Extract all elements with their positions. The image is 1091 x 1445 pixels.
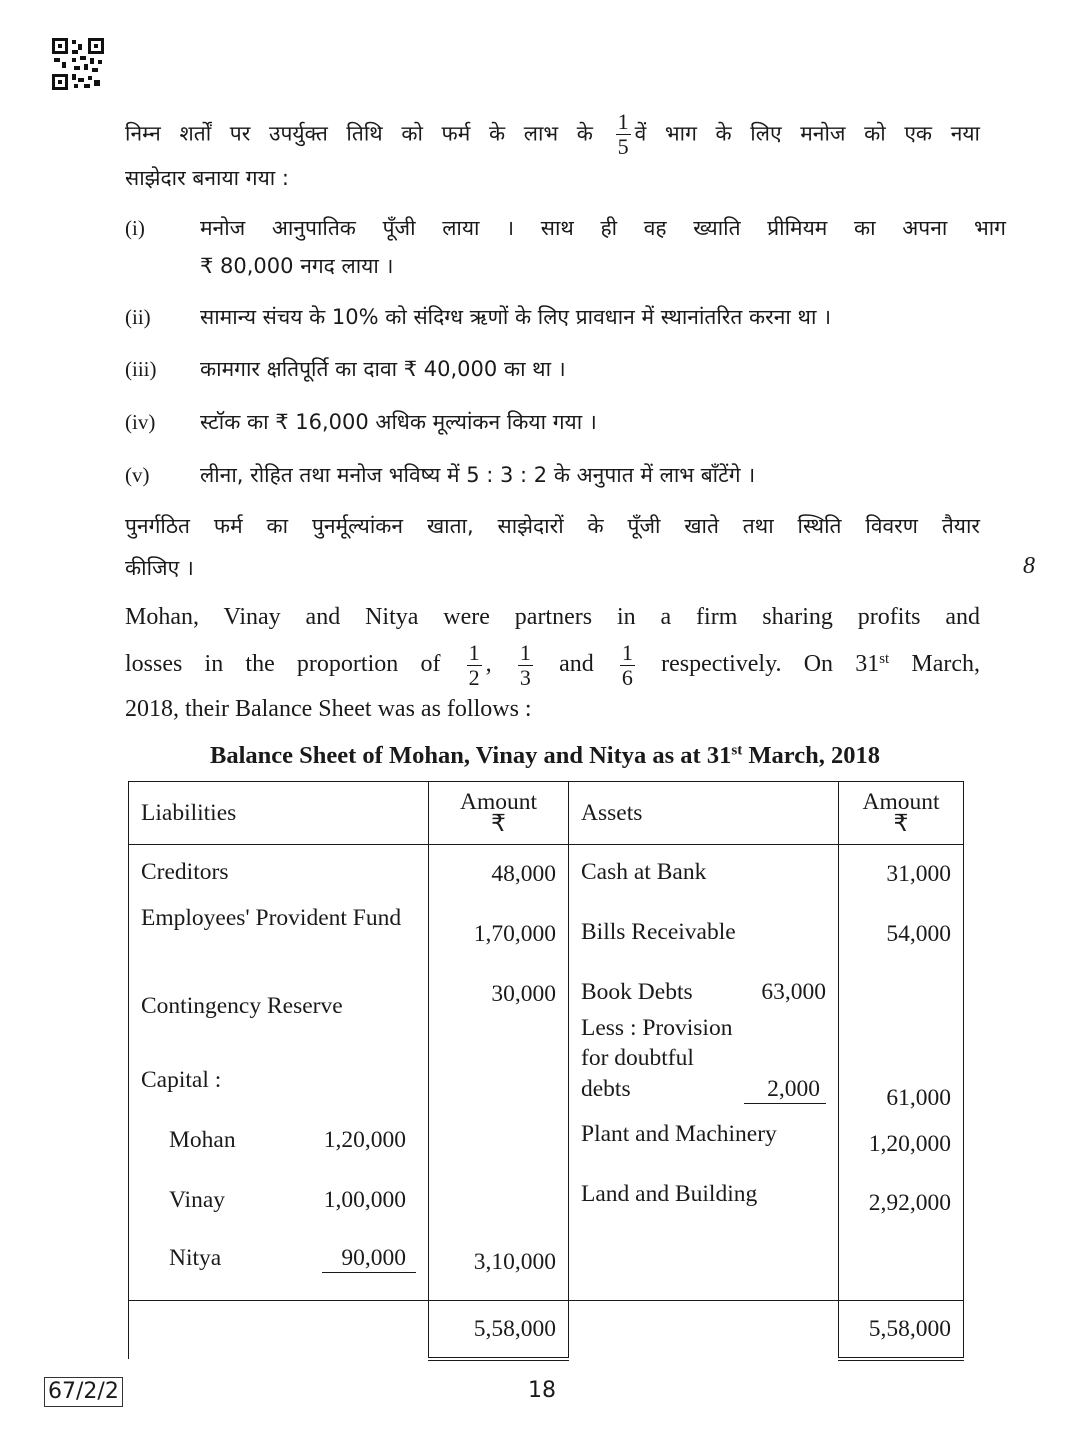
fraction-denominator: 2 (468, 664, 480, 690)
fraction-one-fifth (616, 110, 631, 159)
provision-amount: 2,000 (744, 1076, 826, 1104)
item-number: (iv) (125, 410, 156, 434)
less-provision-line2: for doubtful (581, 1045, 694, 1071)
fraction-numerator: 1 (617, 109, 629, 134)
partner-vinay: Vinay (169, 1187, 226, 1213)
liability-creditors: Creditors (141, 859, 229, 885)
liabilities-amount-cell (429, 845, 569, 1301)
total-assets: 5,58,000 (839, 1301, 964, 1360)
header-liabilities: Liabilities (129, 782, 429, 845)
liability-capital-label: Capital : (141, 1067, 222, 1093)
total-blank-cell (129, 1301, 429, 1360)
fraction-numerator: 1 (468, 639, 480, 665)
asset-plant: Plant and Machinery (581, 1121, 777, 1147)
hindi-prepare-line1: पुनर्गठित फर्म का पुनर्मूल्यांकन खाता, साझेदारों के पूँजी खाते तथा स्थिति विवरण तैयार (125, 514, 980, 538)
liability-contingency: Contingency Reserve (141, 993, 343, 1019)
less-provision-line3: debts (581, 1076, 631, 1102)
asset-cash: Cash at Bank (581, 859, 707, 885)
bills-amount: 54,000 (886, 921, 951, 947)
asset-land: Land and Building (581, 1181, 758, 1207)
fraction-numerator: 1 (519, 639, 531, 665)
paper-code: 67/2/2 (44, 1377, 123, 1407)
epf-amount: 1,70,000 (473, 921, 556, 947)
partner-nitya: Nitya (169, 1245, 222, 1271)
english-line2-text-c: March, (911, 651, 981, 677)
header-assets: Assets (569, 782, 839, 845)
hindi-prepare-line2: कीजिए । (125, 556, 194, 580)
item-number: (v) (125, 463, 150, 487)
plant-amount: 1,20,000 (868, 1131, 951, 1157)
assets-cell (569, 845, 839, 1301)
item-text-continued: ₹ 80,000 नगद लाया । (200, 254, 394, 278)
english-line1: Mohan, Vinay and Nitya were partners in a firm sharing profits and (125, 604, 980, 630)
hindi-intro-text-a: निम्न शर्तों पर उपर्युक्त तिथि को फर्म के लाभ के (125, 121, 593, 146)
page-number: 18 (528, 1378, 556, 1403)
balance-sheet-table (128, 781, 964, 1361)
assets-amount-cell (839, 845, 964, 1301)
english-and: and (559, 651, 594, 677)
asset-bills: Bills Receivable (581, 919, 736, 945)
qr-code-icon (52, 38, 104, 90)
english-line2-text-a: losses in the proportion of (125, 651, 441, 677)
item-number: (ii) (125, 305, 151, 329)
item-number: (iii) (125, 357, 157, 381)
total-blank-cell (569, 1301, 839, 1360)
partner-mohan-amount: 1,20,000 (323, 1127, 406, 1153)
total-liabilities: 5,58,000 (429, 1301, 569, 1360)
fraction-denominator: 6 (621, 664, 633, 690)
item-text: लीना, रोहित तथा मनोज भविष्य में 5 : 3 : 2 के अनुपात में लाभ बाँटेंगे । (200, 463, 756, 487)
balance-sheet-title: Balance Sheet of Mohan, Vinay and Nitya as at 31st March, 2018 (210, 741, 880, 769)
header-amount: Amount ₹ (839, 782, 964, 845)
asset-book-debts: Book Debts (581, 979, 693, 1005)
partner-vinay-amount: 1,00,000 (323, 1187, 406, 1213)
partner-nitya-amount: 90,000 (322, 1245, 416, 1273)
hindi-intro-line1 (125, 110, 980, 159)
item-text: मनोज आनुपातिक पूँजी लाया । साथ ही वह ख्याति प्रीमियम का अपना भाग (200, 216, 1006, 240)
liabilities-cell (129, 845, 429, 1301)
net-debts-amount: 61,000 (886, 1085, 951, 1111)
fraction-one-half (467, 641, 482, 690)
capital-total-amount: 3,10,000 (473, 1249, 556, 1275)
table-header-row (129, 782, 964, 845)
marks: 8 (1023, 553, 1035, 579)
land-amount: 2,92,000 (868, 1190, 951, 1216)
item-text: कामगार क्षतिपूर्ति का दावा ₹ 40,000 का था । (200, 357, 566, 381)
english-line2-text-b: respectively. On 31st (661, 650, 890, 677)
english-line2: losses in the proportion of $\frac{1}{2}$ , $\frac{1}{3}$ and $\frac{1}{6}$ respectively. On 31st March, (125, 639, 981, 690)
fraction-one-sixth (620, 641, 635, 690)
table-total-row (129, 1301, 964, 1360)
liability-epf: Employees' Provident Fund (141, 905, 402, 931)
fraction-one-third (518, 641, 533, 690)
fraction-numerator: 1 (621, 639, 633, 665)
fraction-denominator: 5 (617, 134, 629, 159)
less-provision-line1: Less : Provision (581, 1015, 733, 1041)
book-debts-amount: 63,000 (761, 979, 826, 1005)
partner-mohan: Mohan (169, 1127, 236, 1153)
contingency-amount: 30,000 (491, 981, 556, 1007)
fraction-denominator: 3 (519, 664, 531, 690)
creditors-amount: 48,000 (491, 861, 556, 887)
item-text: सामान्य संचय के 10% को संदिग्ध ऋणों के लिए प्रावधान में स्थानांतरित करना था । (200, 305, 832, 329)
english-line3: 2018, their Balance Sheet was as follows : (125, 696, 532, 722)
item-number: (i) (125, 216, 145, 240)
header-amount: Amount ₹ (429, 782, 569, 845)
superscript: st (731, 741, 743, 759)
table-body-row (129, 845, 964, 1301)
item-text: स्टॉक का ₹ 16,000 अधिक मूल्यांकन किया गया । (200, 410, 597, 434)
hindi-intro-line2: साझेदार बनाया गया : (125, 166, 289, 190)
hindi-intro-text-b: वें भाग के लिए मनोज को एक नया (634, 121, 980, 146)
superscript: st (879, 650, 890, 667)
cash-amount: 31,000 (886, 861, 951, 887)
